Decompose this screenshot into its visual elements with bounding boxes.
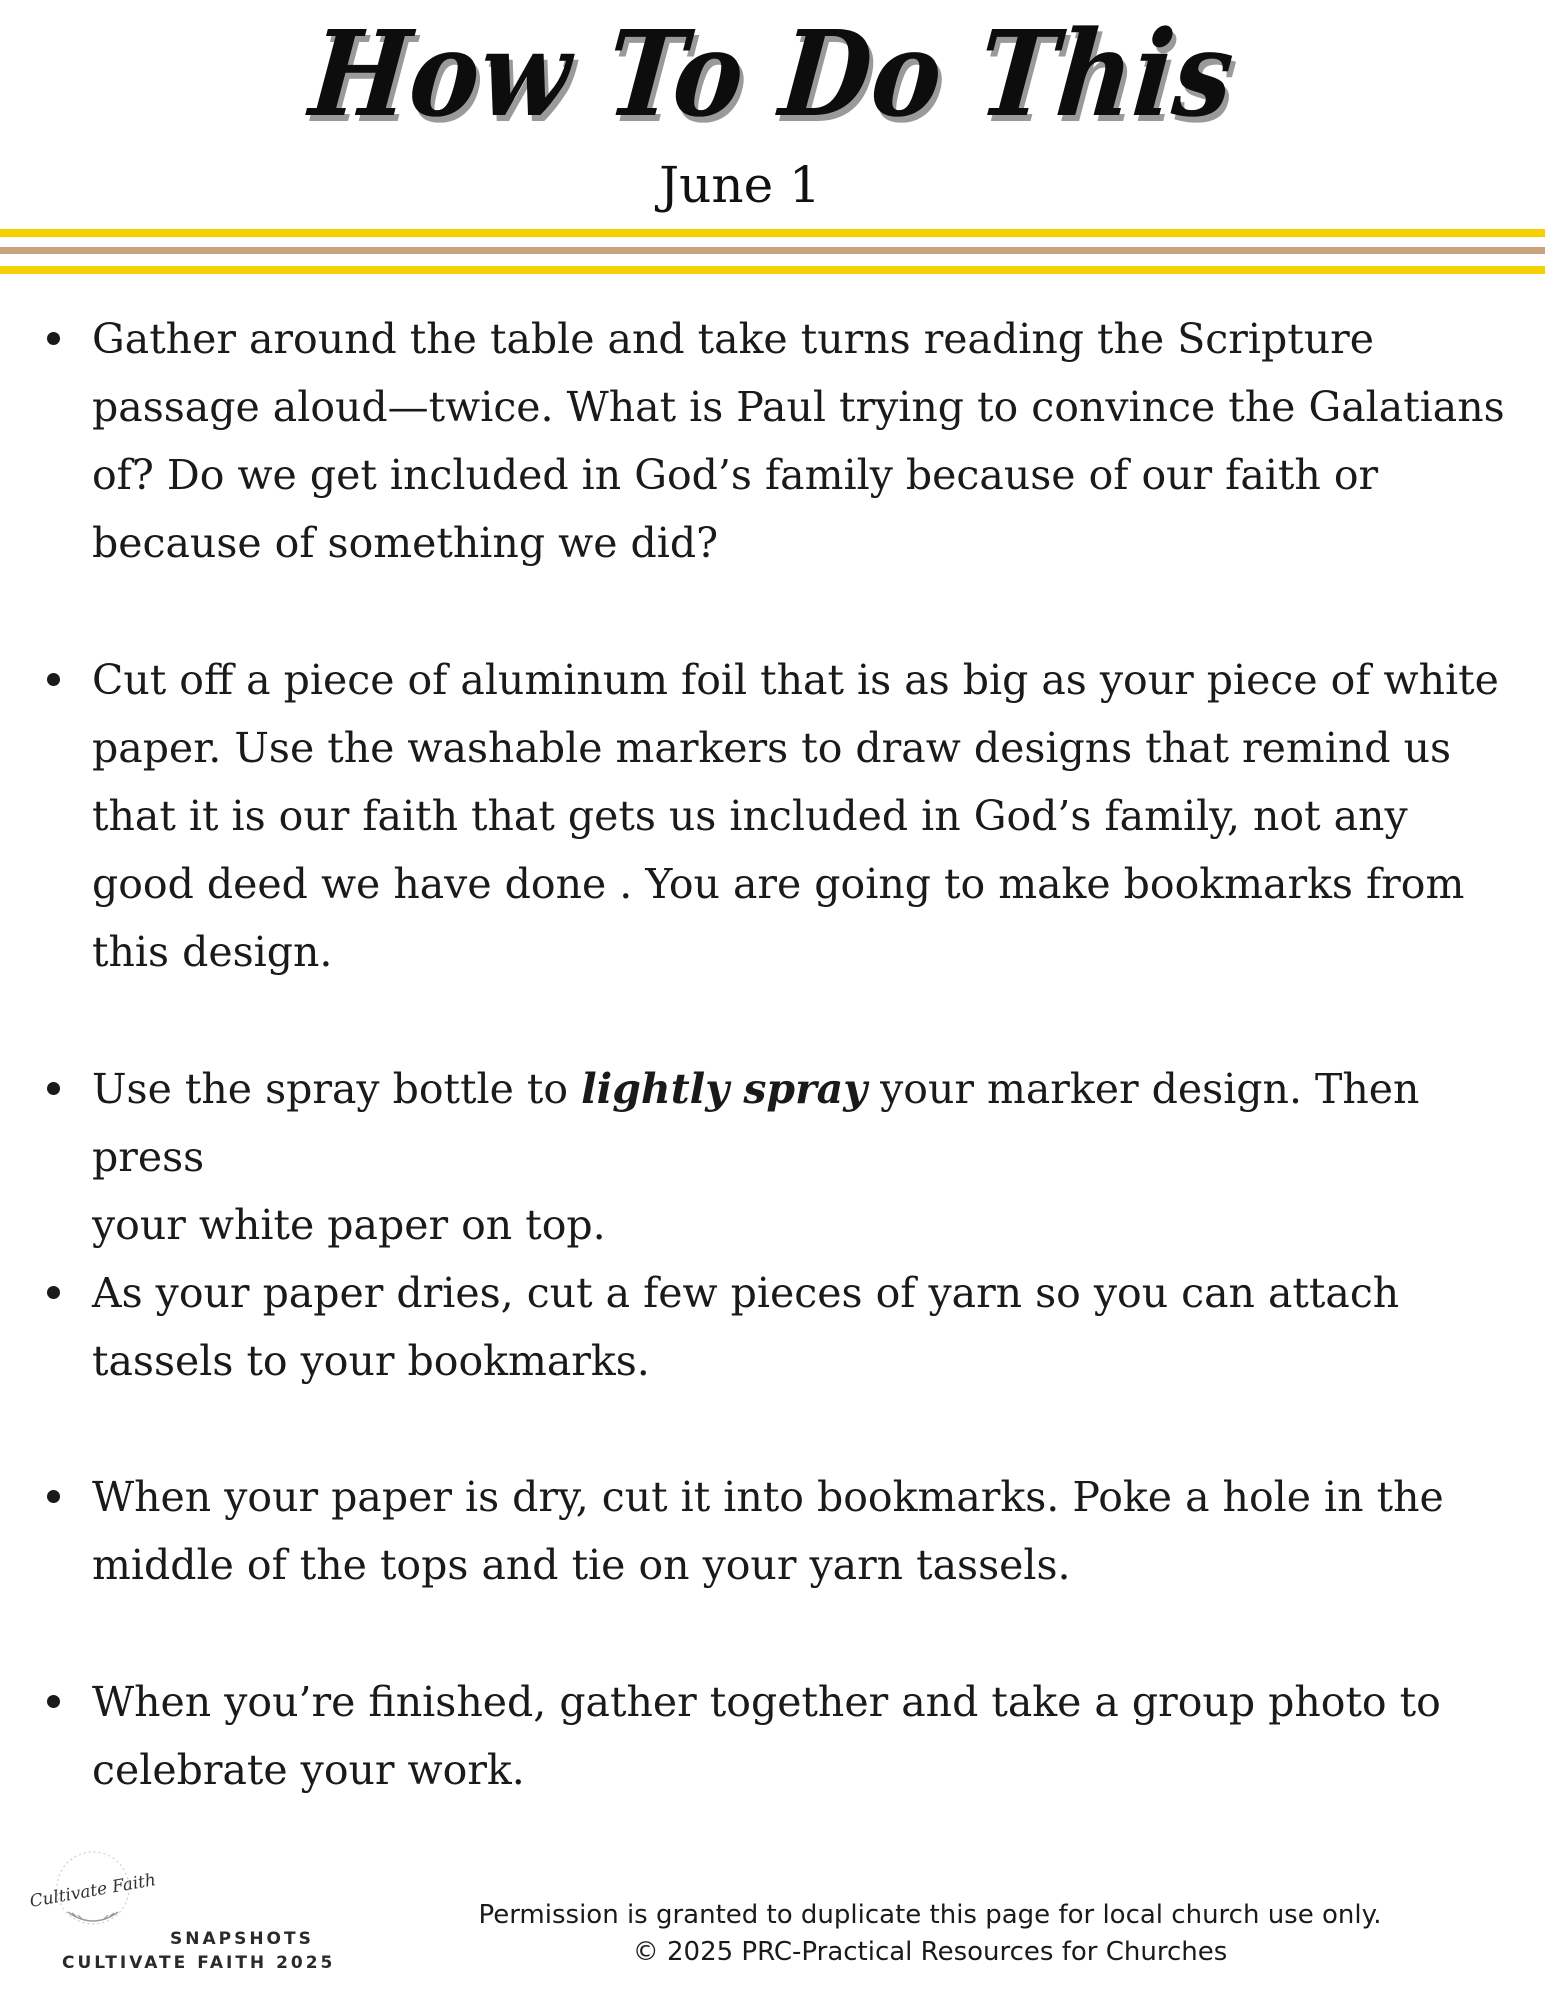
step-line: good deed we have done . You are going to make bookmarks from <box>92 860 1465 908</box>
copyright-text: © 2025 PRC-Practical Resources for Churches <box>632 1937 1228 1967</box>
step-line: Gather around the table and take turns reading the Scripture <box>92 315 1374 363</box>
step-line: middle of the tops and tie on your yarn tassels. <box>92 1541 1071 1589</box>
step-line: When your paper is dry, cut it into bookmarks. Poke a hole in the <box>92 1473 1444 1521</box>
brand-label: CULTIVATE FAITH 2025 <box>62 1953 336 1973</box>
page-title: How To Do This <box>305 4 1241 143</box>
bullet-icon <box>47 1695 60 1708</box>
instruction-step-5 <box>92 1463 1532 1599</box>
step-line: When you’re finished, gather together and take a group photo to <box>92 1678 1441 1726</box>
divider-tan <box>0 247 1545 254</box>
step-line: tassels to your bookmarks. <box>92 1337 650 1385</box>
bullet-icon <box>47 1490 60 1503</box>
instruction-step-6 <box>92 1668 1532 1804</box>
step-text: Use the spray bottle to <box>92 1065 582 1113</box>
bullet-icon <box>47 673 60 686</box>
step-line: this design. <box>92 928 333 976</box>
bullet-icon <box>47 1286 60 1299</box>
bullet-icon <box>47 332 60 345</box>
step-line: Cut off a piece of aluminum foil that is as big as your piece of white <box>92 656 1499 704</box>
instruction-step-2 <box>92 646 1532 986</box>
step-line: As your paper dries, cut a few pieces of yarn so you can attach <box>92 1269 1400 1317</box>
instruction-step-4 <box>92 1259 1532 1395</box>
step-line: passage aloud—twice. What is Paul trying to convince the Galatians <box>92 383 1505 431</box>
permission-text: Permission is granted to duplicate this page for local church use only. <box>478 1900 1382 1930</box>
step-line: that it is our faith that gets us included in God’s family, not any <box>92 792 1408 840</box>
step-line: celebrate your work. <box>92 1746 525 1794</box>
permission-notice <box>380 1897 1480 1971</box>
step-line: paper. Use the washable markers to draw designs that remind us <box>92 724 1452 772</box>
series-label: SNAPSHOTS <box>170 1929 314 1949</box>
bullet-icon <box>47 1082 60 1095</box>
divider-yellow-bottom <box>0 266 1545 274</box>
step-line: because of something we did? <box>92 519 719 567</box>
emphasis-text: lightly spray <box>581 1065 868 1113</box>
instruction-step-1 <box>92 305 1532 577</box>
step-line: of? Do we get included in God’s family because of our faith or <box>92 451 1379 499</box>
logo-wordmark: Cultivate Faith <box>28 1870 158 1912</box>
page-date: June 1 <box>659 156 821 214</box>
divider-yellow-top <box>0 229 1545 237</box>
step-line: your white paper on top. <box>92 1201 606 1249</box>
step-line <box>92 1055 1532 1191</box>
instruction-step-3 <box>92 1055 1532 1259</box>
step-text: your marker design. Then press <box>92 1065 1420 1181</box>
cultivate-faith-logo <box>28 1846 158 1936</box>
